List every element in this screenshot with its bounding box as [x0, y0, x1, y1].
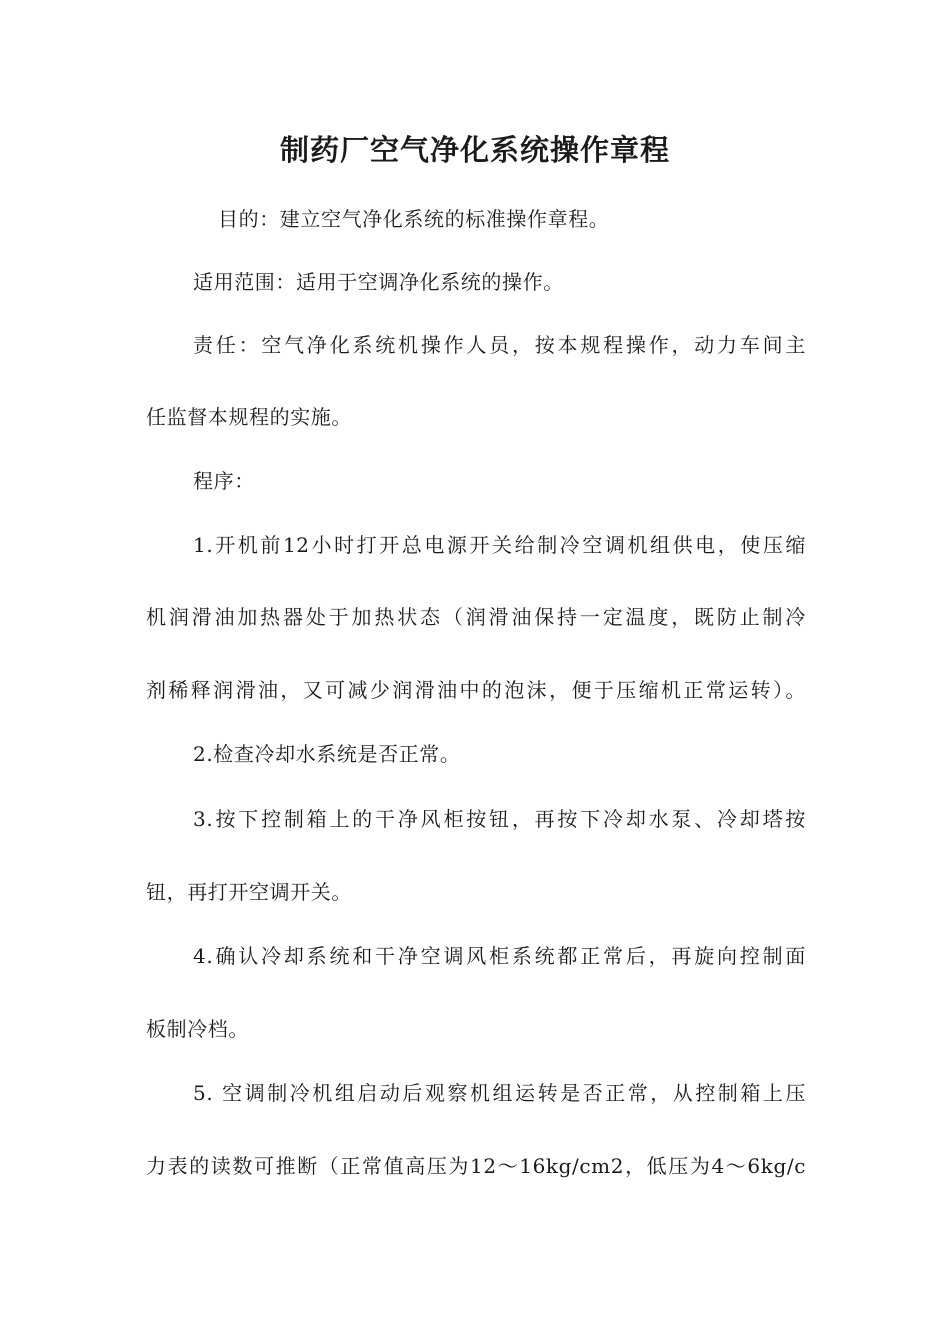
scope-line: 适用范围：适用于空调净化系统的操作。	[193, 270, 564, 294]
step-3-line-2: 钮，再打开空调开关。	[146, 880, 352, 904]
step-2-line: 2.检查冷却水系统是否正常。	[193, 742, 461, 766]
procedure-heading: 程序：	[193, 469, 255, 493]
step-5-line-1: 5. 空调制冷机组启动后观察机组运转是否正常，从控制箱上压	[193, 1081, 806, 1105]
step-4-line-2: 板制冷档。	[146, 1017, 249, 1041]
step-5-line-2: 力表的读数可推断（正常值高压为12～16kg/cm2，低压为4～6kg/c	[146, 1154, 806, 1178]
step-1-line-3: 剂稀释润滑油，又可减少润滑油中的泡沫，便于压缩机正常运转）。	[146, 678, 806, 702]
responsibility-line-2: 任监督本规程的实施。	[146, 405, 352, 429]
step-1-line-2: 机润滑油加热器处于加热状态（润滑油保持一定温度，既防止制冷	[146, 605, 806, 629]
step-3-line-1: 3.按下控制箱上的干净风柜按钮，再按下冷却水泵、冷却塔按	[193, 807, 806, 831]
step-1-line-1: 1.开机前12小时打开总电源开关给制冷空调机组供电，使压缩	[193, 533, 806, 557]
document-title: 制药厂空气净化系统操作章程	[279, 133, 670, 167]
purpose-line: 目的：建立空气净化系统的标准操作章程。	[218, 207, 610, 231]
responsibility-line-1: 责任：空气净化系统机操作人员，按本规程操作，动力车间主	[193, 333, 806, 357]
step-4-line-1: 4.确认冷却系统和干净空调风柜系统都正常后，再旋向控制面	[193, 944, 806, 968]
